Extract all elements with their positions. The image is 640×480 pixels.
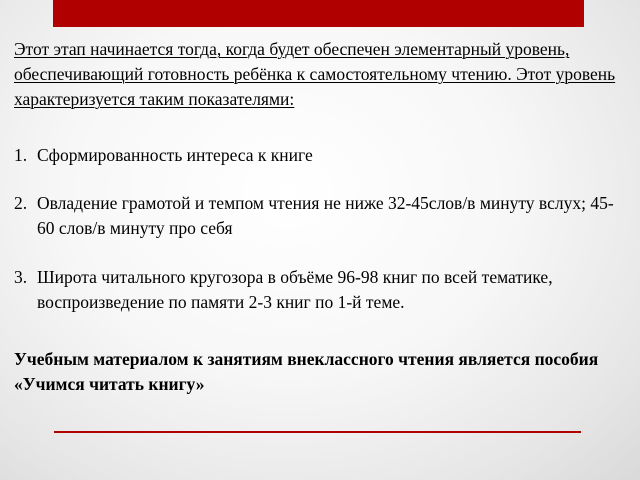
- top-accent-bar: [53, 0, 584, 27]
- list-item-number: 3.: [14, 267, 28, 287]
- list-item-number: 2.: [14, 193, 28, 213]
- list-item: [14, 191, 626, 241]
- criteria-list: [14, 143, 626, 315]
- bottom-divider-line: [54, 431, 581, 433]
- list-item-text: Широта читального кругозора в объёме 96-98 книг по всей тематике, воспроизведение по памяти 2-3 книг по 1-й теме.: [37, 267, 553, 312]
- list-item-number: 1.: [14, 145, 28, 165]
- list-item: [14, 143, 626, 168]
- list-item-text: Овладение грамотой и темпом чтения не ниже 32-45слов/в минуту вслух; 45-60 слов/в минуту про себя: [37, 193, 614, 238]
- closing-paragraph: Учебным материалом к занятиям внеклассного чтения является пособия «Учимся читать книгу»: [14, 349, 599, 394]
- intro-paragraph: Этот этап начинается тогда, когда будет обеспечен элементарный уровень, обеспечивающий готовность ребёнка к самостоятельному чтению. Этот уровень характеризуется таким показателями:: [14, 39, 616, 109]
- list-item-text: Сформированность интереса к книге: [37, 145, 313, 165]
- list-item: [14, 265, 626, 315]
